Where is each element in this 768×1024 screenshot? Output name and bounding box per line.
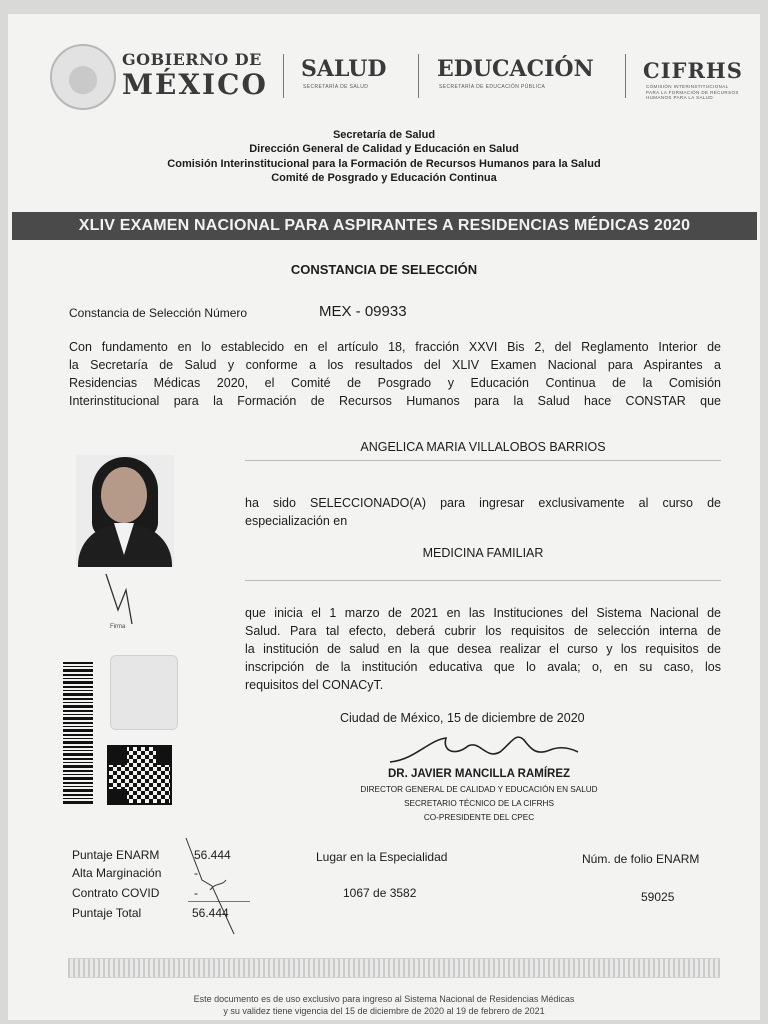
institution-line: Comisión Interinstitucional para la Formación de Recursos Humanos para la Salud — [167, 158, 601, 170]
ranking-value: 1067 de 3582 — [343, 886, 417, 900]
educacion-logo: EDUCACIÓN — [437, 56, 594, 82]
folio-label: Núm. de folio ENARM — [582, 852, 700, 866]
covid-label: Contrato COVID — [72, 886, 160, 900]
specialty-underline — [245, 580, 721, 581]
paragraph-line: que inicia el 1 marzo de 2021 en las Instituciones del Sistema Nacional de — [245, 606, 721, 620]
certificate-number-value: MEX - 09933 — [319, 303, 407, 320]
cifrhs-subtitle — [646, 84, 739, 101]
candidate-name: ANGELICA MARIA VILLALOBOS BARRIOS — [360, 440, 606, 454]
paragraph-line: la institución de salud en la que desea realizar el curso y los requisitos de — [245, 642, 721, 656]
marginacion-value: - — [194, 866, 198, 880]
selection-statement — [245, 494, 721, 530]
enarm-score-label: Puntaje ENARM — [72, 848, 160, 862]
institution-line: Dirección General de Calidad y Educación en Salud — [249, 143, 519, 155]
salud-logo: SALUD — [301, 56, 387, 82]
total-score-label: Puntaje Total — [72, 906, 142, 920]
barcode-icon — [63, 662, 93, 804]
header-divider — [625, 54, 626, 98]
candidate-signature-icon — [98, 570, 148, 630]
signer-role: DIRECTOR GENERAL DE CALIDAD Y EDUCACIÓN EN SALUD — [360, 785, 598, 794]
validity-note: Este documento es de uso exclusivo para ingreso al Sistema Nacional de Residencias Médicas — [193, 994, 575, 1004]
mexico-label: MÉXICO — [122, 68, 268, 101]
course-paragraph — [245, 604, 721, 694]
place-date: Ciudad de México, 15 de diciembre de 2020 — [340, 711, 585, 725]
security-pattern — [68, 958, 720, 978]
institution-line: Secretaría de Salud — [332, 129, 436, 141]
signer-role: SECRETARIO TÉCNICO DE LA CIFRHS — [404, 799, 554, 808]
cifrhs-subtitle-line: HUMANOS PARA LA SALUD — [646, 95, 714, 100]
certificate-number-label: Constancia de Selección Número — [69, 306, 248, 320]
name-underline — [245, 460, 721, 461]
gobierno-de-label: GOBIERNO DE — [122, 50, 262, 69]
cifrhs-subtitle-line: COMISIÓN INTERINSTITUCIONAL — [646, 84, 729, 89]
folio-value: 59025 — [641, 890, 675, 904]
header-divider — [418, 54, 419, 98]
candidate-photo — [76, 455, 174, 567]
cifrhs-subtitle-line: PARA LA FORMACIÓN DE RECURSOS — [646, 89, 739, 95]
watermark-seal-icon — [110, 655, 178, 730]
validity-note: y su validez tiene vigencia del 15 de diciembre de 2020 al 19 de febrero de 2021 — [223, 1006, 545, 1016]
paragraph-line: Residencias Médicas 2020, el Comité de Posgrado y Educación Continua de la Comisión — [69, 376, 721, 390]
paragraph-line: ha sido SELECCIONADO(A) para ingresar exclusivamente al curso de — [245, 496, 721, 510]
header-divider — [283, 54, 284, 98]
signer-name: DR. JAVIER MANCILLA RAMÍREZ — [387, 768, 571, 780]
photo-face — [101, 467, 147, 523]
institution-line: Comité de Posgrado y Educación Continua — [271, 172, 497, 184]
director-signature-icon — [384, 730, 584, 770]
paragraph-line: la Secretaría de Salud y conforme a los resultados del XLIV Examen Nacional para Aspirantes a — [69, 358, 721, 372]
exam-banner: XLIV EXAMEN NACIONAL PARA ASPIRANTES A RESIDENCIAS MÉDICAS 2020 — [12, 212, 757, 240]
paragraph-line: inscripción de la institución educativa que lo avala; o, en su caso, los — [245, 660, 721, 674]
ranking-label: Lugar en la Especialidad — [316, 850, 448, 864]
document-title: CONSTANCIA DE SELECCIÓN — [290, 262, 478, 277]
signature-label: Firma — [110, 624, 126, 630]
educacion-subtitle: SECRETARÍA DE EDUCACIÓN PÚBLICA — [439, 84, 546, 90]
enarm-score-value: 56.444 — [194, 848, 231, 862]
coat-of-arms-seal-icon — [50, 44, 116, 110]
legal-paragraph — [69, 338, 721, 410]
scores-initials-icon — [182, 836, 242, 936]
marginacion-label: Alta Marginación — [72, 866, 162, 880]
paragraph-line: especialización en — [245, 514, 348, 528]
signer-role: CO-PRESIDENTE DEL CPEC — [423, 813, 535, 822]
covid-value: - — [194, 886, 198, 900]
paragraph-line: Salud. Para tal efecto, deberá cubrir los requisitos de selección interna de — [245, 624, 721, 638]
cifrhs-logo: CIFRHS — [643, 58, 743, 83]
salud-subtitle: SECRETARÍA DE SALUD — [303, 84, 369, 90]
paragraph-line: requisitos del CONACyT. — [245, 678, 384, 692]
paragraph-line: Interinstitucional para la Formación de Recursos Humanos para la Salud hace CONSTAR que — [69, 394, 721, 408]
total-score-value: 56.444 — [192, 906, 229, 920]
paragraph-line: Con fundamento en lo establecido en el artículo 18, fracción XXVI Bis 2, del Reglamento Interior de — [69, 340, 721, 354]
specialty-name: MEDICINA FAMILIAR — [422, 546, 544, 560]
